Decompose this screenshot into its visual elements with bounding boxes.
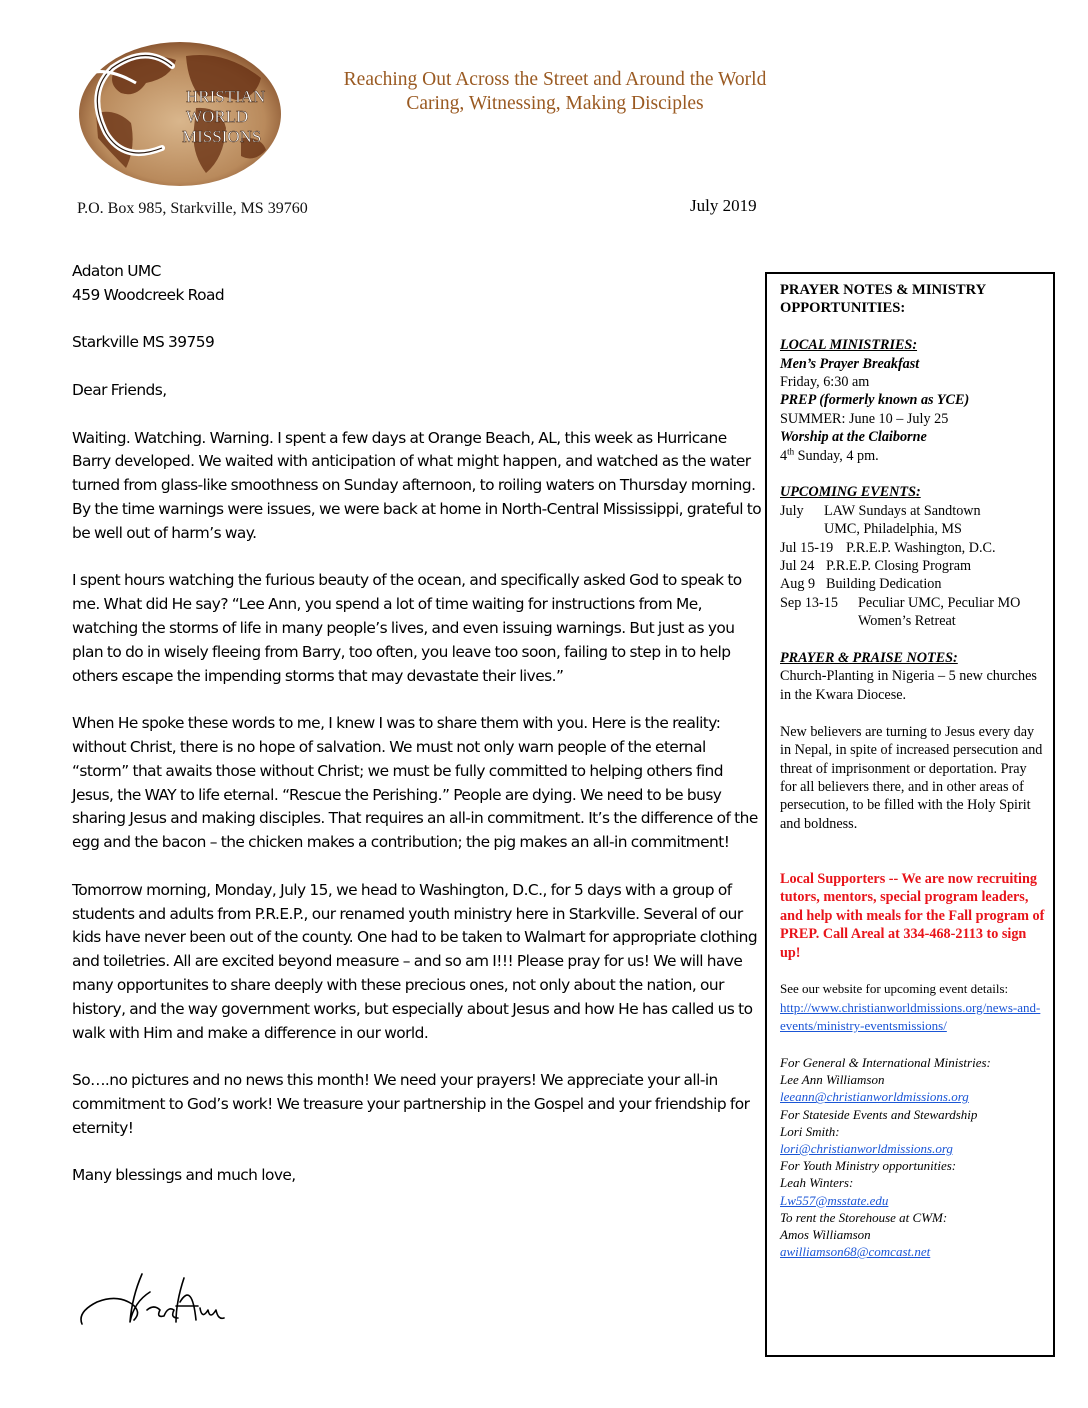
- svg-text:HRISTIAN: HRISTIAN: [186, 87, 266, 106]
- letter-date: July 2019: [690, 196, 757, 215]
- salutation: Dear Friends,: [72, 380, 167, 399]
- contacts-list: [780, 1054, 1046, 1260]
- christian-world-missions-logo: [76, 38, 284, 188]
- ministry-detail: 4th Sunday, 4 pm.: [780, 445, 879, 464]
- website-link[interactable]: http://www.christianworldmissions.org/news-and-events/ministry-eventsmissions/: [780, 999, 1041, 1034]
- closing: Many blessings and much love,: [72, 1166, 296, 1185]
- svg-text:MISSIONS: MISSIONS: [182, 127, 262, 146]
- paragraph: So….no pictures and no news this month! We need your prayers! We appreciate your all-in commitment to God’s work! We treasure your partnership in the Gospel and your friendship for eternity!: [72, 1071, 750, 1137]
- recipient-line-3: Starkville MS 39759: [72, 333, 215, 352]
- event-title: Peculiar UMC, Peculiar MO Women’s Retreat: [858, 594, 1021, 630]
- event-date: Jul 15-19: [780, 539, 834, 556]
- tagline-line-2: Caring, Witnessing, Making Disciples: [406, 93, 704, 114]
- event-title: Building Dedication: [826, 576, 942, 593]
- event-row: [780, 539, 1046, 557]
- event-row: [780, 575, 1046, 593]
- contact-name: Lee Ann Williamson: [780, 1072, 885, 1088]
- prayer-note: Church-Planting in Nigeria – 5 new churches in the Kwara Diocese.: [780, 668, 1037, 703]
- local-ministries-heading: LOCAL MINISTRIES:: [780, 337, 918, 354]
- tagline: [290, 68, 820, 116]
- svg-text:WORLD: WORLD: [186, 107, 249, 126]
- prayer-praise-heading: PRAYER & PRAISE NOTES:: [780, 650, 958, 667]
- ministry-name: Men’s Prayer Breakfast: [780, 355, 920, 372]
- contact-role: To rent the Storehouse at CWM:: [780, 1209, 948, 1225]
- event-date: July: [780, 502, 804, 519]
- ministry-detail: Friday, 6:30 am: [780, 374, 870, 391]
- contact-name: Leah Winters:: [780, 1175, 854, 1191]
- contact-name: Amos Williamson: [780, 1226, 871, 1242]
- event-row: [780, 557, 1046, 575]
- paragraph: Waiting. Watching. Warning. I spent a few days at Orange Beach, AL, this week as Hurricane Barry developed. We waited with anticipation of what might happen, and watched as the water turned from glass-like smoothness on Sunday afternoon, to roiling waters on Thursday morning. By the time warnings were issues, we were back at home in North-Central Mississippi, grateful to be well out of harm’s way.: [72, 428, 762, 542]
- event-title: P.R.E.P. Closing Program: [826, 558, 972, 575]
- po-box-address: P.O. Box 985, Starkville, MS 39760: [77, 200, 308, 217]
- ministry-name: Worship at the Claiborne: [780, 429, 927, 446]
- prayer-notes-sidebar: [765, 272, 1055, 1357]
- website-label: See our website for upcoming event details:: [780, 981, 1009, 997]
- tagline-line-1: Reaching Out Across the Street and Around the World: [343, 69, 767, 90]
- event-row: [780, 594, 1046, 631]
- prayer-note: New believers are turning to Jesus every day in Nepal, in spite of increased persecution and threat of imprisonment or deportation. Pray for all believers there, and in other areas of persecution, to be filled with the Holy Spirit and boldness.: [780, 723, 1043, 832]
- event-date: Jul 24: [780, 558, 815, 575]
- globe-logo-icon: [76, 38, 284, 188]
- ministry-detail: SUMMER: June 10 – July 25: [780, 410, 949, 427]
- ministry-name: PREP (formerly known as YCE): [780, 392, 970, 409]
- contact-name: Lori Smith:: [780, 1123, 840, 1139]
- contact-role: For Stateside Events and Stewardship: [780, 1106, 978, 1122]
- paragraph: When He spoke these words to me, I knew I was to share them with you. Here is the reality: without Christ, there is no hope of salvation. We must not only warn people of the eternal “storm” that awaits those without Christ; we must be fully committed to helping others find Jesus, the WAY to life eternal. “Rescue the Perishing.” People are dying. We need to be busy sharing Jesus and making disciples. That requires an all-in commitment. It’s the difference of the egg and the bacon – the chicken makes a contribution; the pig makes an all-in commitment!: [72, 714, 758, 852]
- contact-email-link[interactable]: Lw557@msstate.edu: [780, 1192, 889, 1208]
- upcoming-events-heading: UPCOMING EVENTS:: [780, 484, 921, 501]
- contact-email-link[interactable]: leeann@christianworldmissions.org: [780, 1089, 969, 1105]
- contact-role: For Youth Ministry opportunities:: [780, 1158, 957, 1174]
- contact-email-link[interactable]: awilliamson68@comcast.net: [780, 1244, 931, 1260]
- recipient-line-1: Adaton UMC: [72, 262, 161, 280]
- event-title: P.R.E.P. Washington, D.C.: [846, 539, 996, 556]
- paragraph: Tomorrow morning, Monday, July 15, we head to Washington, D.C., for 5 days with a group of students and adults from P.R.E.P., our renamed youth ministry here in Starkville. Several of our kids have never been out of the county. One had to be taken to Walmart for appropriate clothing and toiletries. All are excited beyond measure – and so am I!!! Please pray for us! We will have many opportunites to share deeply with these precious ones, not only about the nation, our history, and the way government works, but especially about Jesus and how He has called us to walk with Him and make a difference in our world.: [72, 880, 758, 1042]
- event-date: Sep 13-15: [780, 594, 838, 611]
- paragraph: I spent hours watching the furious beauty of the ocean, and specifically asked God to speak to me. What did He say? “Lee Ann, you spend a lot of time waiting for instructions from Me, watching the storms of life in many people’s lives, and even issuing warnings. But just as you plan to do in wisely fleeing from Barry, too often, you leave too soon, failing to step in to help others escape the impending storms that may devastate their lives.”: [72, 571, 742, 685]
- event-title: LAW Sundays at Sandtown UMC, Philadelphia, MS: [824, 502, 981, 538]
- handwritten-signature-icon: [72, 1262, 242, 1342]
- recipient-line-2: 459 Woodcreek Road: [72, 285, 225, 304]
- event-date: Aug 9: [780, 576, 816, 593]
- contact-email-link[interactable]: lori@christianworldmissions.org: [780, 1140, 953, 1156]
- signature: [72, 1262, 242, 1342]
- contact-role: For General & International Ministries:: [780, 1054, 991, 1070]
- sidebar-title: PRAYER NOTES & MINISTRY OPPORTUNITIES:: [780, 282, 986, 317]
- event-row: [780, 502, 1046, 539]
- local-supporters-notice: Local Supporters -- We are now recruiting tutors, mentors, special program leaders, and help with meals for the Fall program of PREP. Call Areal at 334-468-2113 to sign up!: [780, 870, 1045, 961]
- letter-body: [72, 260, 762, 1188]
